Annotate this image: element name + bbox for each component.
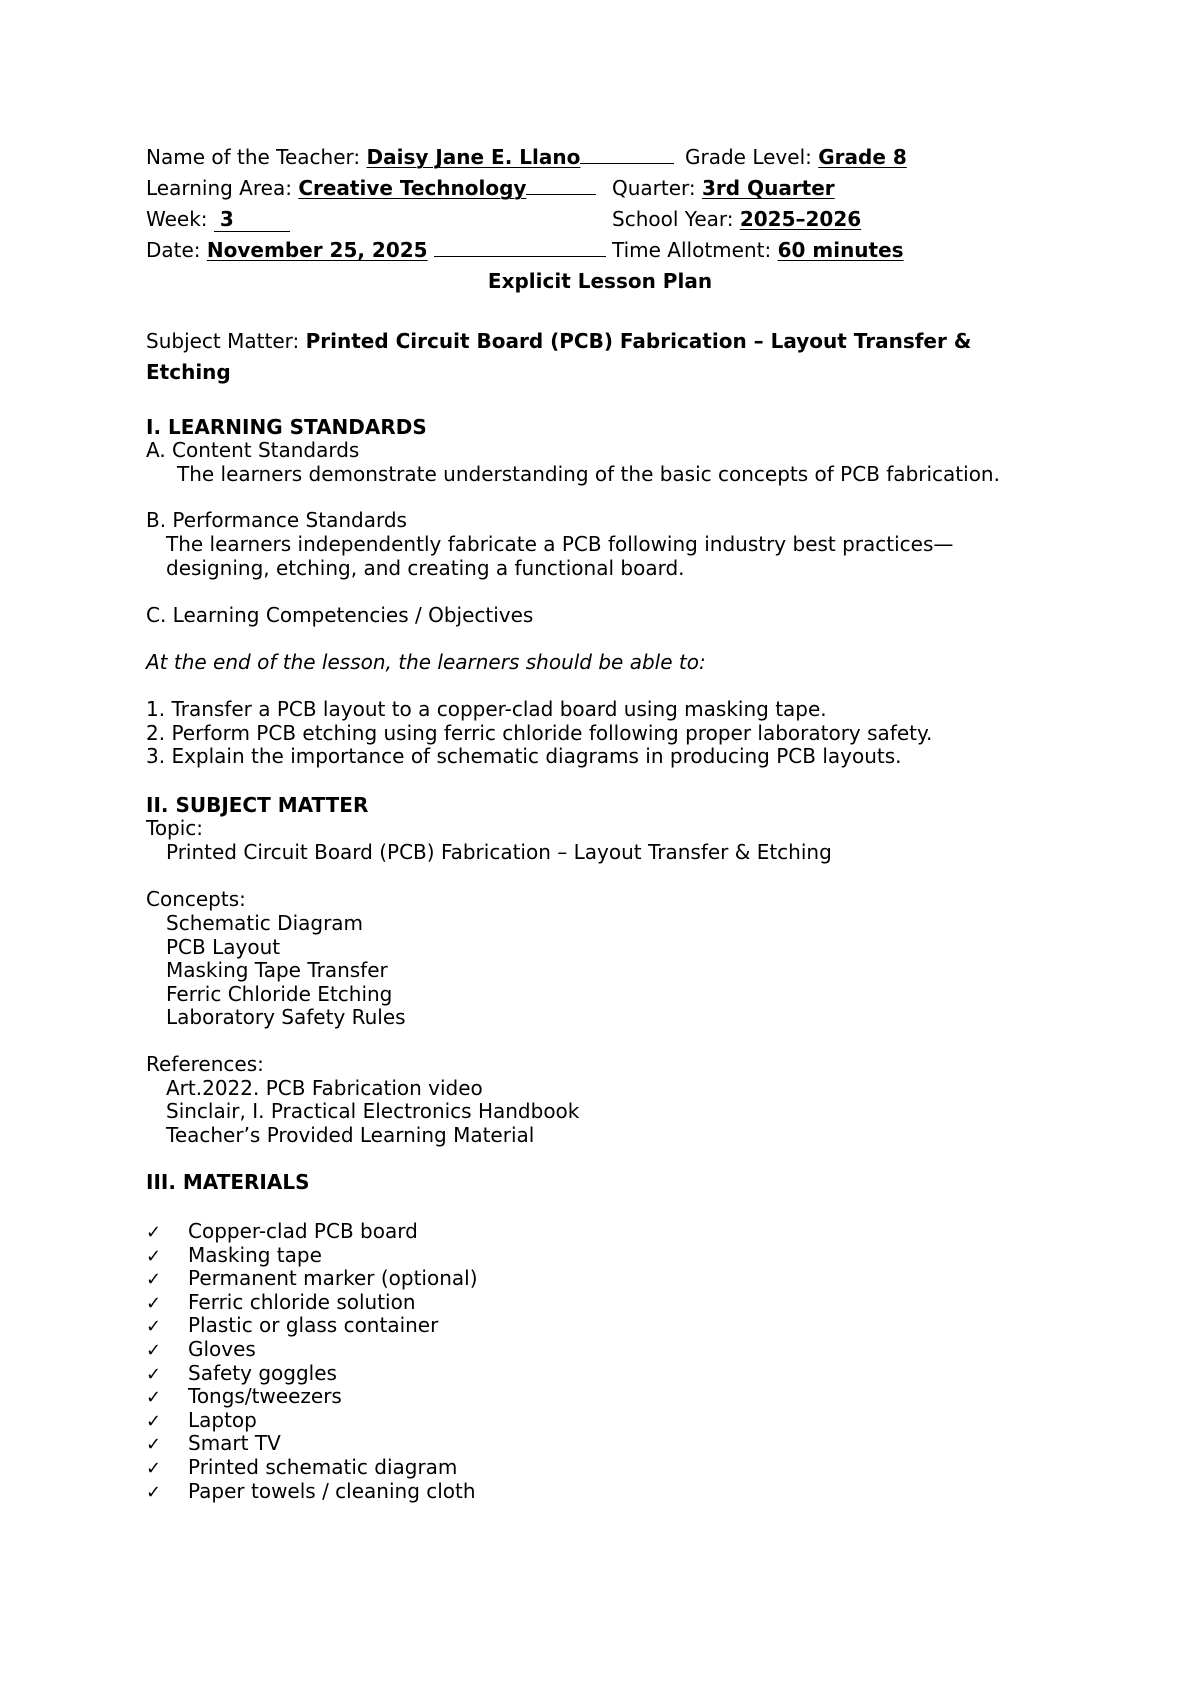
checkmark-icon: ✓ (146, 1292, 162, 1314)
week-label: Week: (146, 207, 208, 231)
concept-item: Masking Tape Transfer (166, 958, 388, 982)
subject-matter-heading: II. SUBJECT MATTER (146, 793, 369, 817)
checkmark-icon: ✓ (146, 1339, 162, 1361)
learning-standards-heading: I. LEARNING STANDARDS (146, 415, 427, 439)
subject-matter-label: Subject Matter: (146, 329, 300, 353)
quarter-row (612, 176, 835, 200)
list-item (146, 1266, 478, 1290)
material-label: Tongs/tweezers (188, 1384, 342, 1409)
list-item (146, 1290, 478, 1314)
performance-standards-text-line2: designing, etching, and creating a functional board. (166, 556, 685, 580)
document-title: Explicit Lesson Plan (487, 269, 713, 293)
checkmark-icon: ✓ (146, 1457, 162, 1479)
concept-item: Ferric Chloride Etching (166, 982, 393, 1006)
material-label: Smart TV (188, 1431, 281, 1456)
reference-item: Teacher’s Provided Learning Material (166, 1123, 535, 1147)
date-underline (434, 238, 606, 257)
teacher-label: Name of the Teacher: (146, 145, 361, 169)
area-value: Creative Technology (298, 176, 527, 200)
material-label: Plastic or glass container (188, 1313, 439, 1338)
checkmark-icon: ✓ (146, 1269, 162, 1291)
concept-item: Laboratory Safety Rules (166, 1005, 406, 1029)
checkmark-icon: ✓ (146, 1363, 162, 1385)
quarter-value: 3rd Quarter (702, 176, 835, 200)
area-underline (526, 176, 596, 195)
checkmark-icon: ✓ (146, 1245, 162, 1267)
list-item (146, 1408, 478, 1432)
checkmark-icon: ✓ (146, 1434, 162, 1456)
list-item (146, 1313, 478, 1337)
list-item (146, 1361, 478, 1385)
week-row (146, 207, 290, 232)
list-item (146, 1479, 478, 1503)
school-year-label: School Year: (612, 207, 734, 231)
checkmark-icon: ✓ (146, 1481, 162, 1503)
school-year-row (612, 207, 861, 231)
list-item (146, 1455, 478, 1479)
material-label: Gloves (188, 1336, 256, 1361)
material-label: Copper-clad PCB board (188, 1219, 418, 1243)
list-item (146, 1384, 478, 1408)
grade-value: Grade 8 (818, 145, 907, 169)
content-standards-label: A. Content Standards (146, 438, 360, 462)
subject-matter-value-line2: Etching (146, 360, 231, 384)
objective-item: 2. Perform PCB etching using ferric chloride following proper laboratory safety. (146, 721, 933, 745)
date-value: November 25, 2025 (206, 238, 428, 262)
content-standards-text: The learners demonstrate understanding of the basic concepts of PCB fabrication. (177, 462, 1000, 486)
time-allotment-row (612, 238, 904, 262)
references-label: References: (146, 1052, 264, 1076)
material-label: Safety goggles (188, 1360, 337, 1385)
concept-item: Schematic Diagram (166, 911, 364, 935)
performance-standards-label: B. Performance Standards (146, 508, 407, 532)
list-item (146, 1337, 478, 1361)
date-row (146, 238, 606, 262)
checkmark-icon: ✓ (146, 1387, 162, 1409)
grade-label: Grade Level: (685, 145, 812, 169)
reference-item: Art.2022. PCB Fabrication video (166, 1076, 483, 1100)
checkmark-icon: ✓ (146, 1222, 162, 1243)
reference-item: Sinclair, I. Practical Electronics Handbook (166, 1099, 580, 1123)
performance-standards-text-line1: The learners independently fabricate a PCB following industry best practices— (166, 532, 954, 556)
concept-item: PCB Layout (166, 935, 281, 959)
topic-label: Topic: (146, 816, 204, 840)
week-value: 3 (214, 207, 290, 232)
subject-matter-line1 (146, 329, 971, 353)
material-label: Printed schematic diagram (188, 1454, 458, 1479)
topic-value: Printed Circuit Board (PCB) Fabrication – Layout Transfer & Etching (166, 840, 832, 864)
materials-heading: III. MATERIALS (146, 1170, 310, 1194)
time-allotment-label: Time Allotment: (612, 238, 772, 262)
materials-list (146, 1219, 478, 1502)
list-item (146, 1243, 478, 1267)
area-label: Learning Area: (146, 176, 292, 200)
teacher-row (146, 145, 674, 169)
competencies-label: C. Learning Competencies / Objectives (146, 603, 534, 627)
objective-item: 3. Explain the importance of schematic diagrams in producing PCB layouts. (146, 744, 902, 768)
quarter-label: Quarter: (612, 176, 696, 200)
subject-matter-value-line1: Printed Circuit Board (PCB) Fabrication – Layout Transfer & (305, 329, 972, 353)
time-allotment-value: 60 minutes (777, 238, 904, 262)
checkmark-icon: ✓ (146, 1316, 162, 1338)
checkmark-icon: ✓ (146, 1410, 162, 1432)
date-label: Date: (146, 238, 201, 262)
material-label: Paper towels / cleaning cloth (188, 1478, 476, 1503)
material-label: Laptop (188, 1407, 257, 1432)
objective-item: 1. Transfer a PCB layout to a copper-clad board using masking tape. (146, 697, 827, 721)
objectives-intro: At the end of the lesson, the learners should be able to: (146, 650, 706, 674)
teacher-value: Daisy Jane E. Llano (366, 145, 581, 169)
material-label: Masking tape (188, 1242, 322, 1267)
concepts-label: Concepts: (146, 887, 246, 911)
list-item (146, 1219, 478, 1243)
area-row (146, 176, 596, 200)
grade-row (685, 145, 907, 169)
material-label: Permanent marker (optional) (188, 1266, 478, 1291)
material-label: Ferric chloride solution (188, 1289, 416, 1314)
list-item (146, 1431, 478, 1455)
school-year-value: 2025–2026 (739, 207, 862, 231)
teacher-underline (580, 145, 674, 164)
